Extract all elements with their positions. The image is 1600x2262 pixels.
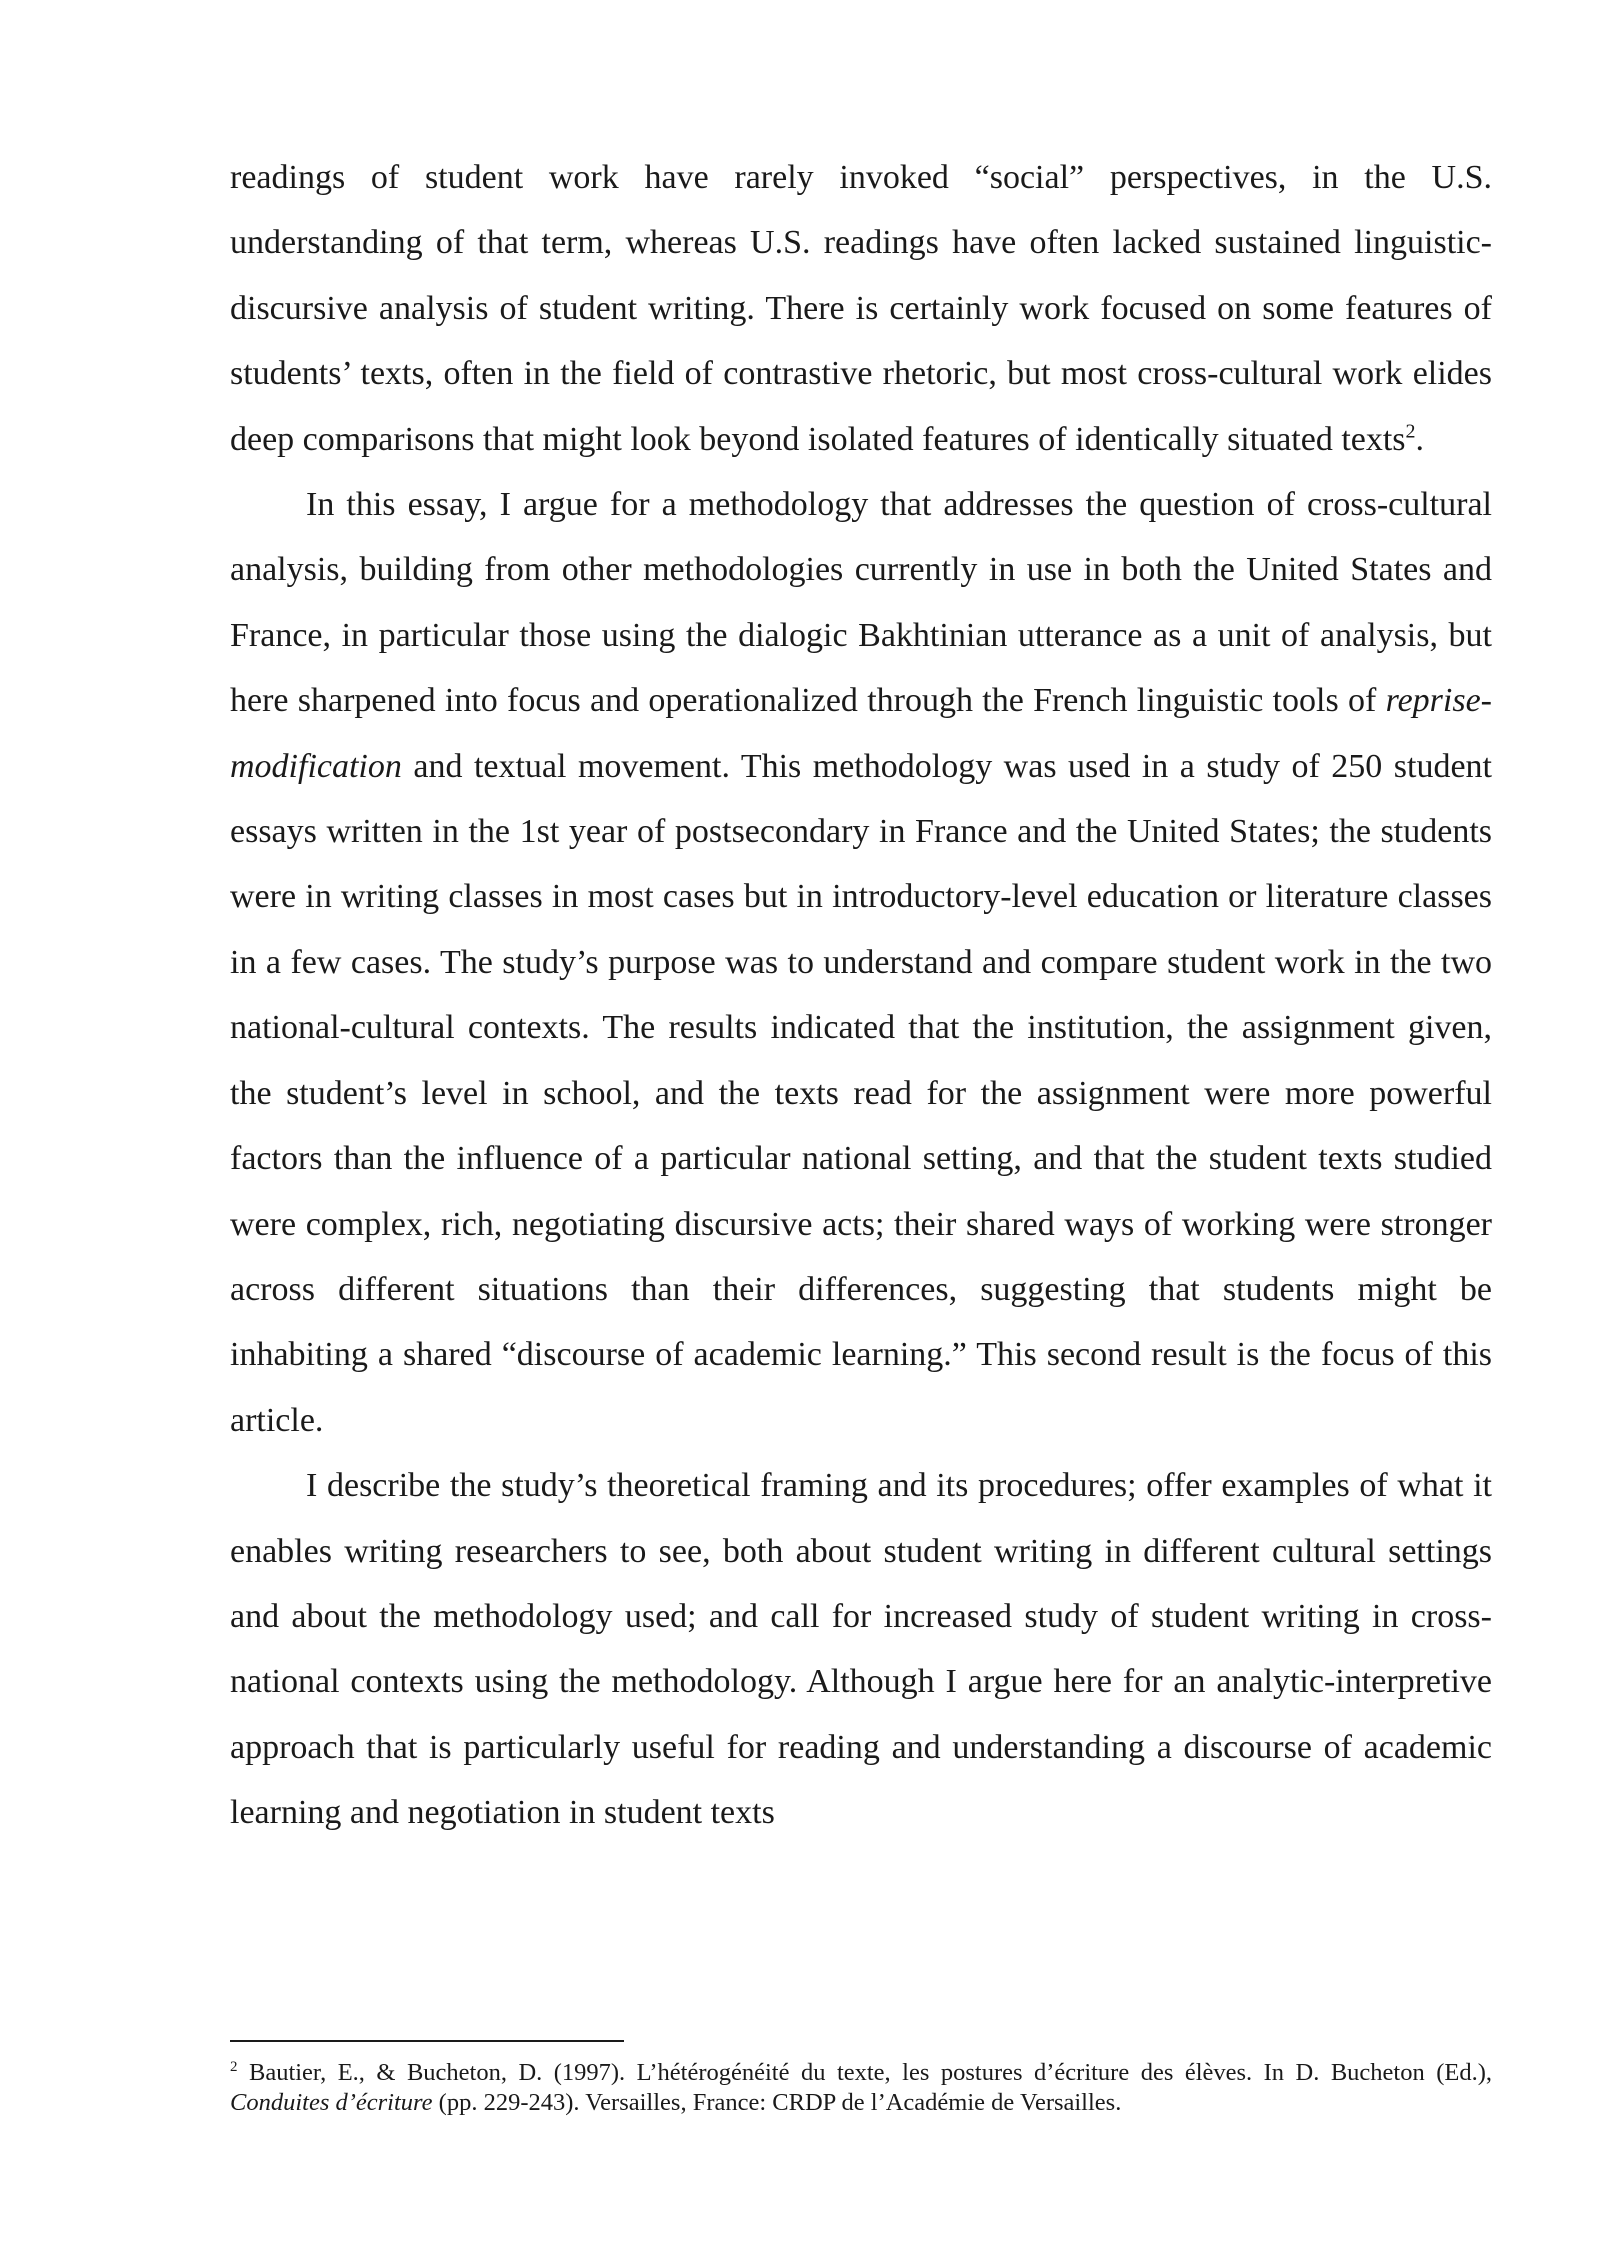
footnote-italic-title: Conduites d’écriture [230,2089,433,2116]
footnote-divider [230,2040,624,2042]
footnote-reference[interactable]: 2 [1405,420,1416,443]
paragraph-2-text-a: In this essay, I argue for a methodology that addresses the question of cross-cultural analysis, building from other methodologies currently in use in both the United States and France, in particular those using the dialogic Bakhtinian utterance as a unit of analysis, but here sharpened into focus and operationalized through the French linguistic tools of [230,486,1492,720]
footnote [230,2058,1492,2118]
paragraph-2-text-b: and textual movement. This methodology was used in a study of 250 student essays written in the 1st year of postsecondary in France and the United States; the students were in writing classes in most cases but in introductory-level education or literature classes in a few cases. The study’s purpose was to understand and compare student work in the two national-cultural contexts. The results indicated that the institution, the assignment given, the student’s level in school, and the texts read for the assignment were more powerful factors than the influence of a particular national setting, and that the student texts studied were complex, rich, negotiating discursive acts; their shared ways of working were stronger across different situations than their differences, suggesting that students might be inhabiting a shared “discourse of academic learning.” This second result is the focus of this article. [230,747,1492,1439]
paragraph-3-text: I describe the study’s theoretical framing and its procedures; offer examples of what it enables writing researchers to see, both about student writing in different cultural settings and about the methodology used; and call for increased study of student writing in cross-national contexts using the methodology. Although I argue here for an analytic-interpretive approach that is particularly useful for reading and understanding a discourse of academic learning and negotiation in student texts [230,1467,1492,1832]
footnote-number: 2 [230,2058,238,2075]
paragraph-2 [230,472,1492,1453]
page-body [230,145,1492,1846]
footnote-text-b: (pp. 229-243). Versailles, France: CRDP de l’Académie de Versailles. [432,2089,1122,2116]
paragraph-1-text: readings of student work have rarely invoked “social” perspectives, in the U.S. understanding of that term, whereas U.S. readings have often lacked sustained linguistic-discursive analysis of student writing. There is certainly work focused on some features of students’ texts, often in the field of contrastive rhetoric, but most cross-cultural work elides deep comparisons that might look beyond isolated features of identically situated texts [230,159,1492,458]
footnote-text-a: Bautier, E., & Bucheton, D. (1997). L’hétérogénéité du texte, les postures d’écriture des élèves. In D. Bucheton (Ed.), [237,2059,1492,2086]
paragraph-1 [230,145,1492,472]
paragraph-3 [230,1453,1492,1845]
paragraph-1-end: . [1415,420,1425,458]
paragraph-2-italic-term: reprise-modification [230,682,1492,785]
